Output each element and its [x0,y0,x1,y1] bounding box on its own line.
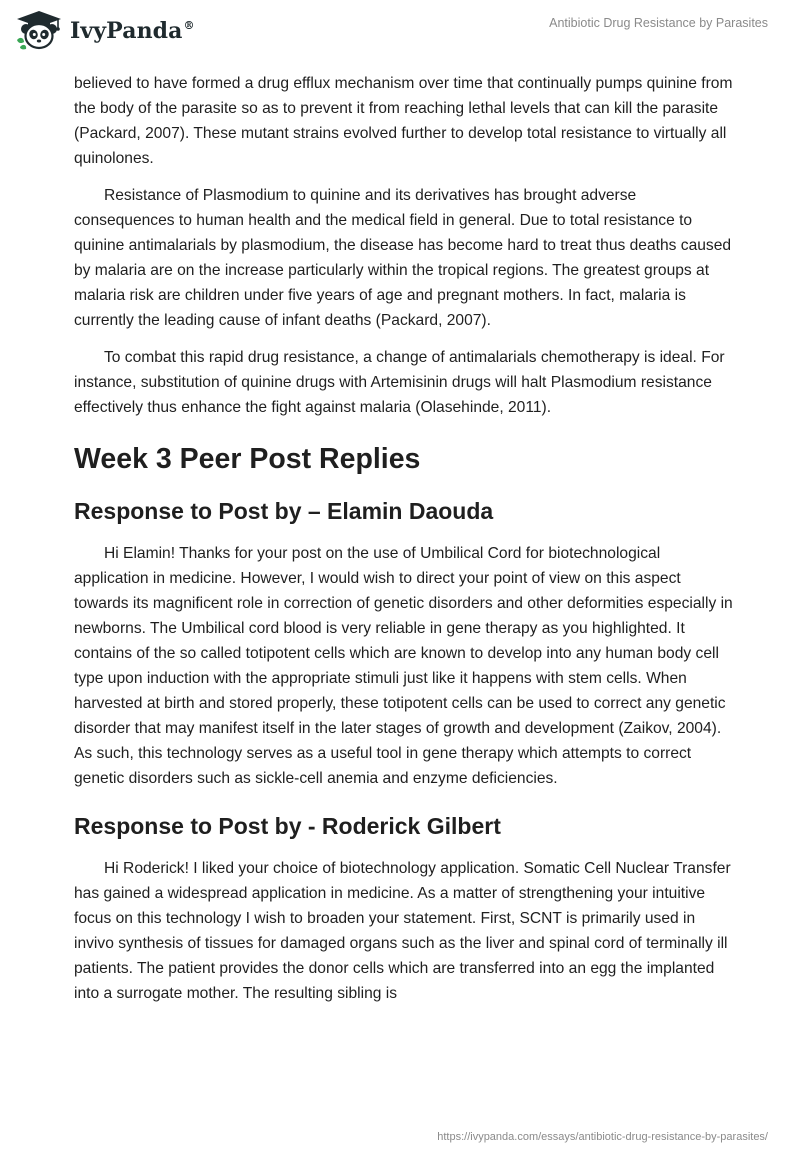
brand-logo[interactable] [14,10,195,50]
document-title: Antibiotic Drug Resistance by Parasites [549,16,768,30]
section-heading: Week 3 Peer Post Replies [74,443,421,475]
response-paragraph: Hi Elamin! Thanks for your post on the use of Umbilical Cord for biotechnological application in medicine. However, I would wish to direct your point of view on this aspect towards its magnificent role in correction of genetic disorders and other deformities especially in newborns. The Umbilical cord blood is very reliable in gene therapy as you highlighted. It contains of the so called totipotent cells which are known to develop into any human body cell type upon induction with the appropriate stimuli just like it happens with stem cells. When harvested at birth and stored properly, these totipotent cells can be used to correct any genetic disorder that may manifest itself in the later stages of growth and development (Zaikov, 2004). As such, this technology serves as a useful tool in gene therapy which attempts to correct genetic disorders such as sickle-cell anemia and enzyme deficiencies. [74,545,733,787]
body-paragraph: To combat this rapid drug resistance, a change of antimalarials chemotherapy is ideal. For instance, substitution of quinine drugs with Artemisinin drugs will halt Plasmodium resistance effectively thus enhance the fight against malaria (Olasehinde, 2011). [74,349,725,416]
registered-mark: ® [183,19,195,32]
response-heading: Response to Post by – Elamin Daouda [74,498,494,524]
page-header [0,0,800,70]
body-paragraph: Resistance of Plasmodium to quinine and its derivatives has brought adverse consequences to human health and the medical field in general. Due to total resistance to quinine antimalarials by plasmodium, the disease has become hard to treat thus deaths caused by malaria are on the increase particularly within the tropical regions. The greatest groups at malaria risk are children under five years of age and pregnant mothers. In fact, malaria is currently the leading cause of infant deaths (Packard, 2007). [74,187,732,329]
response-heading: Response to Post by - Roderick Gilbert [74,813,501,839]
essay-content [74,71,734,1018]
brand-name [70,18,195,44]
brand-name-text: IvyPanda [70,18,183,44]
panda-logo-icon [14,10,64,50]
response-paragraph: Hi Roderick! I liked your choice of biotechnology application. Somatic Cell Nuclear Transfer has gained a widespread application in medicine. As a matter of strengthening your intuitive focus on this technology I wish to broaden your statement. First, SCNT is primarily used in invivo synthesis of tissues for damaged organs such as the liver and spinal cord of terminally ill patients. The patient provides the donor cells which are transferred into an egg the implanted into a surrogate mother. The resulting sibling is [74,860,731,1002]
body-paragraph: believed to have formed a drug efflux mechanism over time that continually pumps quinine from the body of the parasite so as to prevent it from reaching lethal levels that can kill the parasite (Packard, 2007). These mutant strains evolved further to develop total resistance to virtually all quinolones. [74,75,733,167]
source-url[interactable]: https://ivypanda.com/essays/antibiotic-drug-resistance-by-parasites/ [437,1131,768,1143]
